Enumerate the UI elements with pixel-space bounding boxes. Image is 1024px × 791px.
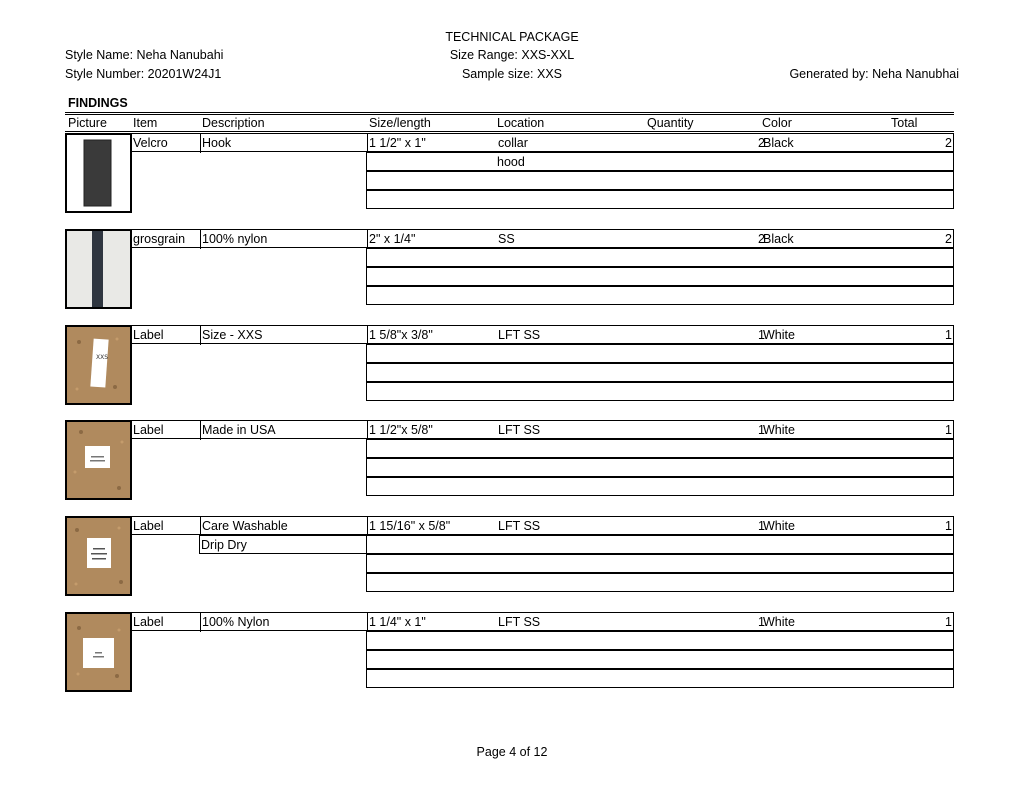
description-cell: Drip Dry xyxy=(201,538,247,552)
quantity-cell: 1 xyxy=(758,519,765,533)
item-cell: Label xyxy=(133,615,164,629)
location-cell: LFT SS xyxy=(498,328,541,342)
quantity-cell: 1 xyxy=(758,615,765,629)
column-description: Description xyxy=(202,116,265,130)
svg-text:XXS: XXS xyxy=(96,354,109,361)
size-cell: 1 5/8"x 3/8" xyxy=(369,328,433,342)
grosgrain-photo xyxy=(65,229,132,309)
finding-subrow xyxy=(366,477,954,496)
color-cell: White xyxy=(763,423,795,437)
quantity-cell: 2 xyxy=(758,136,765,150)
finding-subrow xyxy=(199,535,954,554)
color-cell: White xyxy=(763,519,795,533)
size-cell: 1 15/16" x 5/8" xyxy=(369,519,451,533)
total-cell: 1 xyxy=(945,423,952,437)
finding-row xyxy=(131,420,954,439)
item-cell: Label xyxy=(133,328,164,342)
location-cell: SS xyxy=(498,232,515,246)
color-cell: Black xyxy=(763,136,794,150)
item-cell: Label xyxy=(133,423,164,437)
finding-subrow xyxy=(366,267,954,286)
style-number: Style Number: 20201W24J1 xyxy=(65,67,222,81)
finding-subrow xyxy=(366,631,954,650)
location-cell: LFT SS xyxy=(498,519,541,533)
size-cell: 1 1/4" x 1" xyxy=(369,615,426,629)
total-cell: 2 xyxy=(945,232,952,246)
location-cell: LFT SS xyxy=(498,615,541,629)
column-location: Location xyxy=(497,116,545,130)
header-rule-bottom xyxy=(65,114,954,115)
velcro-photo xyxy=(65,133,132,213)
finding-subrow xyxy=(366,458,954,477)
total-cell: 2 xyxy=(945,136,952,150)
section-title: FINDINGS xyxy=(68,96,128,110)
generated-by: Generated by: Neha Nanubhai xyxy=(789,67,959,81)
finding-subrow xyxy=(366,439,954,458)
total-cell: 1 xyxy=(945,519,952,533)
finding-row xyxy=(131,325,954,344)
size-label-photo xyxy=(65,325,132,405)
color-cell: White xyxy=(763,328,795,342)
finding-subrow xyxy=(366,650,954,669)
quantity-cell: 1 xyxy=(758,328,765,342)
care-label-photo xyxy=(65,516,132,596)
size-range: Size Range: XXS-XXL xyxy=(449,48,575,62)
made-in-usa-label-photo xyxy=(65,420,132,500)
total-cell: 1 xyxy=(945,615,952,629)
page-number: Page 4 of 12 xyxy=(476,745,548,759)
finding-group xyxy=(65,612,954,692)
column-header-rule xyxy=(65,131,954,132)
nylon-label-photo xyxy=(65,612,132,692)
finding-group xyxy=(65,516,954,596)
finding-subrow xyxy=(366,669,954,688)
column-size: Size/length xyxy=(369,116,431,130)
description-cell: 100% Nylon xyxy=(202,615,270,629)
size-cell: 1 1/2" x 1" xyxy=(369,136,426,150)
description-cell: Care Washable xyxy=(202,519,288,533)
finding-group xyxy=(65,325,954,405)
item-cell: grosgrain xyxy=(133,232,186,246)
finding-group xyxy=(65,229,954,309)
total-cell: 1 xyxy=(945,328,952,342)
finding-subrow xyxy=(366,171,954,190)
finding-subrow xyxy=(366,152,954,171)
finding-subrow xyxy=(366,554,954,573)
size-cell: 2" x 1/4" xyxy=(369,232,416,246)
size-cell: 1 1/2"x 5/8" xyxy=(369,423,433,437)
finding-row xyxy=(131,133,954,152)
document-title: TECHNICAL PACKAGE xyxy=(445,30,579,44)
color-cell: White xyxy=(763,615,795,629)
finding-row xyxy=(131,516,954,535)
location-cell: LFT SS xyxy=(498,423,541,437)
finding-group xyxy=(65,420,954,500)
finding-subrow xyxy=(366,286,954,305)
finding-subrow xyxy=(366,573,954,592)
description-cell: Size - XXS xyxy=(202,328,263,342)
finding-subrow xyxy=(366,382,954,401)
column-item: Item xyxy=(133,116,158,130)
description-cell: Made in USA xyxy=(202,423,276,437)
finding-subrow xyxy=(366,344,954,363)
quantity-cell: 2 xyxy=(758,232,765,246)
header-rule-top xyxy=(65,112,954,113)
item-cell: Label xyxy=(133,519,164,533)
location-cell: hood xyxy=(497,155,525,169)
sample-size: Sample size: XXS xyxy=(461,67,563,81)
column-total: Total xyxy=(891,116,918,130)
description-cell: 100% nylon xyxy=(202,232,268,246)
column-quantity: Quantity xyxy=(647,116,694,130)
item-cell: Velcro xyxy=(133,136,168,150)
color-cell: Black xyxy=(763,232,794,246)
description-cell: Hook xyxy=(202,136,232,150)
location-cell: collar xyxy=(498,136,528,150)
column-color: Color xyxy=(762,116,792,130)
finding-subrow xyxy=(366,190,954,209)
finding-row xyxy=(131,229,954,248)
quantity-cell: 1 xyxy=(758,423,765,437)
finding-row xyxy=(131,612,954,631)
finding-group xyxy=(65,133,954,213)
column-picture: Picture xyxy=(68,116,107,130)
finding-subrow xyxy=(366,363,954,382)
finding-subrow xyxy=(366,248,954,267)
style-name: Style Name: Neha Nanubahi xyxy=(65,48,224,62)
